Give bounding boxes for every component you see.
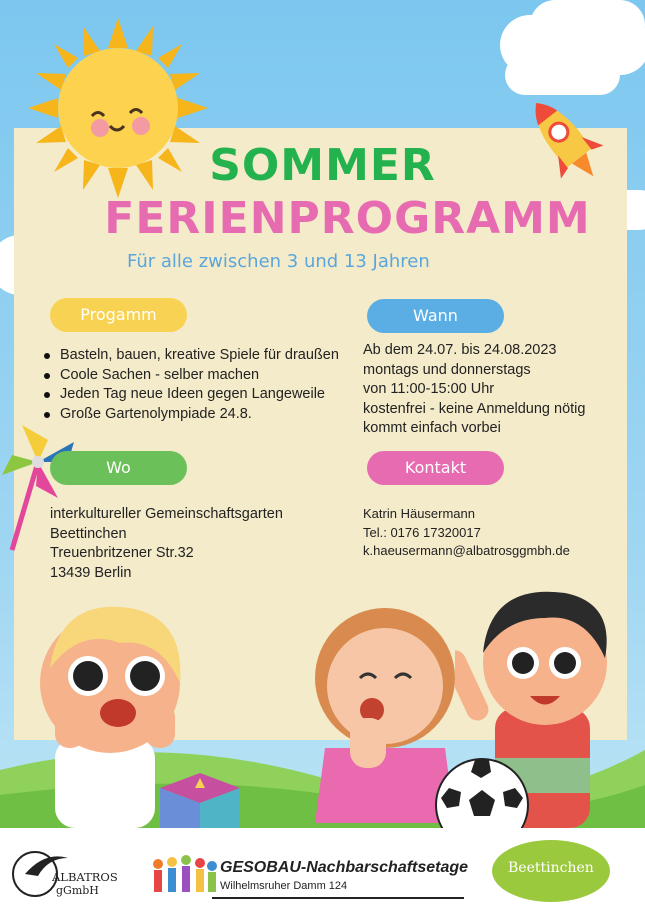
cloud-top-right-2 <box>530 0 645 50</box>
address-line: Treuenbritzener Str.32 <box>50 545 194 561</box>
albatros-logo-line2: gGmbH <box>56 884 99 897</box>
soccer-ball-icon <box>435 758 530 833</box>
gesobau-people-icon <box>150 852 218 902</box>
title-ferienprogramm: FERIENPROGRAMM <box>104 193 591 244</box>
wann-line: kostenfrei - keine Anmeldung nötig <box>363 400 586 417</box>
wo-pill: Wo <box>50 451 187 485</box>
address-line: interkultureller Gemeinschaftsgarten <box>50 506 283 522</box>
gesobau-title: GESOBAU-Nachbarschaftsetage <box>220 859 469 876</box>
gesobau-underline <box>212 897 464 899</box>
list-item: Basteln, bauen, kreative Spiele für draußen <box>44 346 339 366</box>
contact-name: Katrin Häusermann <box>363 506 475 521</box>
programm-list <box>44 346 339 424</box>
address-line: Beettinchen <box>50 525 127 542</box>
wann-pill: Wann <box>367 299 504 333</box>
address-line: 13439 Berlin <box>50 564 132 581</box>
list-item: Jeden Tag neue Ideen gegen Langeweile <box>44 385 339 405</box>
wann-text <box>363 341 585 439</box>
list-item: Große Gartenolympiade 24.8. <box>44 405 339 425</box>
wann-line: kommt einfach vorbei <box>363 420 501 436</box>
gesobau-address: Wilhelmsruher Damm 124 <box>220 880 348 892</box>
kontakt-pill: Kontakt <box>367 451 504 485</box>
contact-email[interactable]: k.haeusermann@albatrosggmbh.de <box>363 543 570 558</box>
albatros-logo-line1: ALBATROS <box>52 870 118 884</box>
list-item: Coole Sachen - selber machen <box>44 366 339 386</box>
wo-text <box>50 505 283 583</box>
programm-pill: Progamm <box>50 298 187 332</box>
wann-line: Ab dem 24.07. bis 24.08.2023 <box>363 342 557 358</box>
wann-line: von 11:00-15:00 Uhr <box>363 381 495 397</box>
subtitle: Für alle zwischen 3 und 13 Jahren <box>127 251 430 272</box>
toy-block-icon <box>155 768 245 833</box>
wann-line: montags und donnerstags <box>363 361 531 378</box>
footer <box>0 828 645 915</box>
title-sommer: SOMMER <box>209 140 436 191</box>
beettinchen-logo-text: Beettinchen <box>508 860 594 876</box>
kontakt-text <box>363 505 570 561</box>
contact-phone: Tel.: 0176 17320017 <box>363 524 481 540</box>
